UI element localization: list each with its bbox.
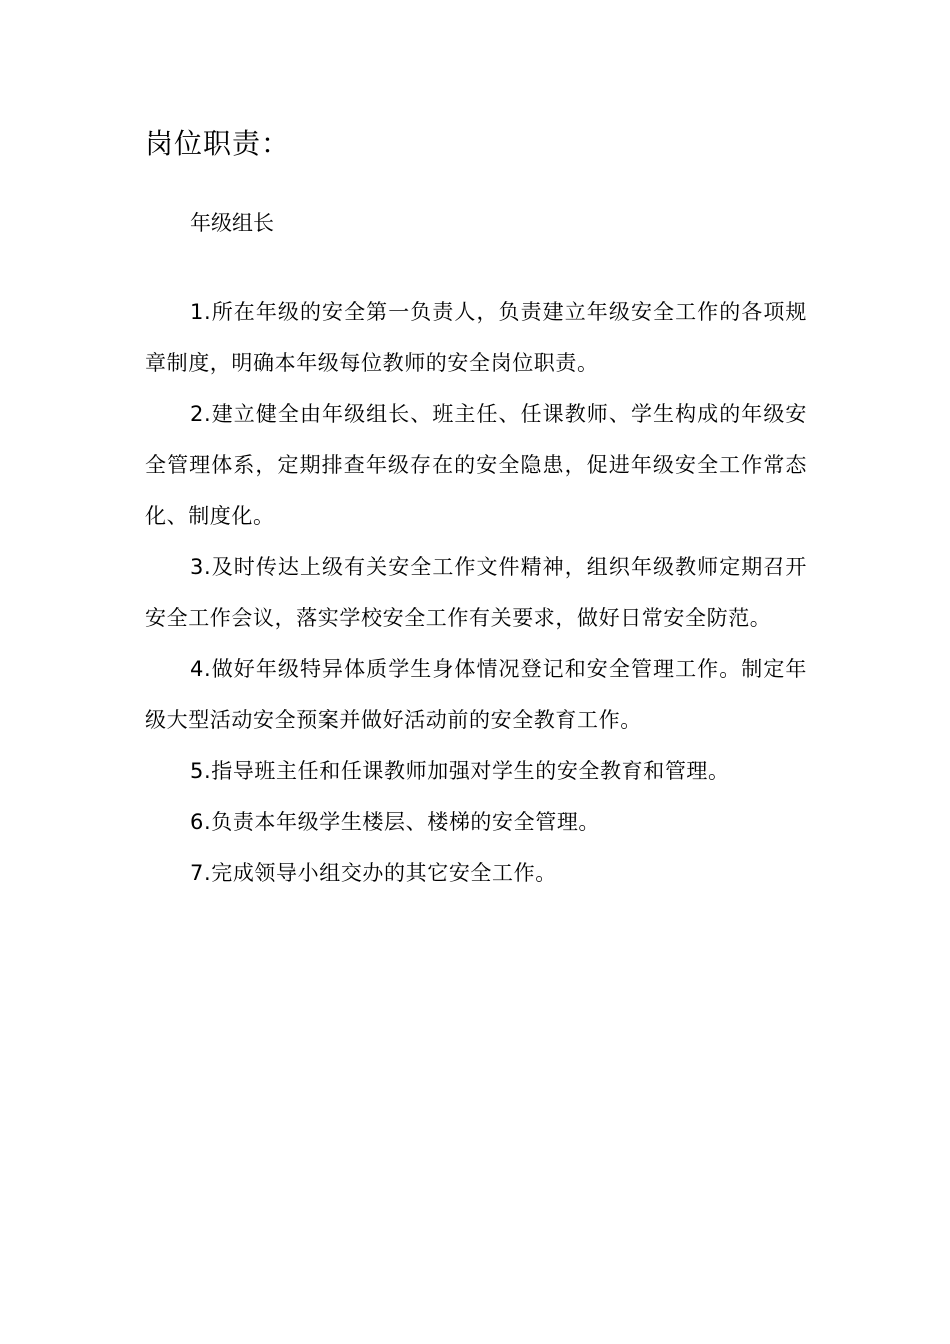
duty-item: 3.及时传达上级有关安全工作文件精神，组织年级教师定期召开安全工作会议，落实学校安全工作有关要求，做好日常安全防范。 [145,555,807,630]
page-title: 岗位职责： [145,127,291,160]
section-subtitle: 年级组长 [190,211,274,235]
duty-item: 7.完成领导小组交办的其它安全工作。 [190,861,557,885]
duty-item: 5.指导班主任和任课教师加强对学生的安全教育和管理。 [190,759,730,783]
duty-item: 4.做好年级特异体质学生身体情况登记和安全管理工作。制定年级大型活动安全预案并做好活动前的安全教育工作。 [145,657,807,732]
duty-list [145,287,807,899]
duty-item: 2.建立健全由年级组长、班主任、任课教师、学生构成的年级安全管理体系，定期排查年级存在的安全隐患，促进年级安全工作常态化、制度化。 [145,402,807,528]
duty-item: 1.所在年级的安全第一负责人，负责建立年级安全工作的各项规章制度，明确本年级每位教师的安全岗位职责。 [145,300,807,375]
duty-item: 6.负责本年级学生楼层、楼梯的安全管理。 [190,810,601,834]
